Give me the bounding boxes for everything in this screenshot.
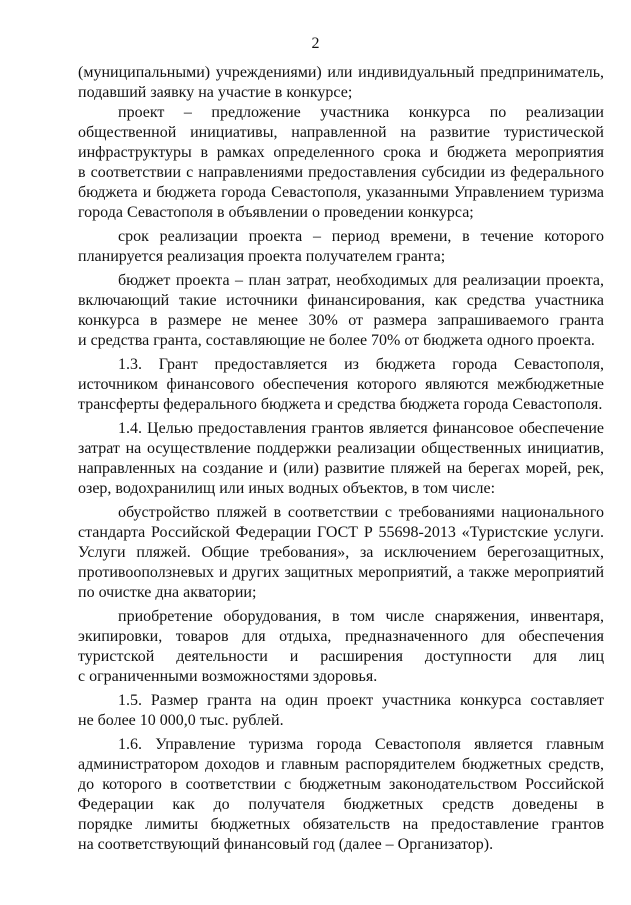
text-line: Услуги пляжей. Общие требования», за исключением берегозащитных, (78, 544, 604, 561)
paragraph (78, 503, 604, 603)
text-line: города Севастополя в объявлении о проведении конкурса; (78, 204, 474, 221)
text-line: в соответствии с направлениями предоставления субсидии из федерального (78, 164, 604, 181)
text-line: подавший заявку на участие в конкурсе; (78, 84, 353, 101)
paragraph (78, 355, 604, 415)
text-line: противооползневых и других защитных мероприятий, а также мероприятий (78, 564, 604, 581)
text-line: конкурса в размере не менее 30% от размера запрашиваемого гранта (78, 312, 604, 329)
paragraph (78, 735, 604, 855)
text-line: общественной инициативы, направленной на развитие туристической (78, 124, 604, 141)
text-line: стандарта Российской Федерации ГОСТ Р 55698-2013 «Туристские услуги. (78, 524, 604, 541)
paragraph (78, 607, 604, 687)
text-line: приобретение оборудования, в том числе снаряжения, инвентаря, (118, 608, 604, 625)
text-line: с ограниченными возможностями здоровья. (78, 668, 378, 685)
text-line: (муниципальными) учреждениями) или индивидуальный предприниматель, (78, 64, 604, 81)
text-line: инфраструктуры в рамках определенного срока и бюджета мероприятия (78, 144, 604, 161)
text-line: до которого в соответствии с бюджетным законодательством Российской (78, 776, 604, 793)
text-line: озер, водохранилищ или иных водных объектов, в том числе: (78, 480, 496, 497)
text-line: источником финансового обеспечения которого являются межбюджетные (78, 376, 604, 393)
text-line: трансферты федерального бюджета и средства бюджета города Севастополя. (78, 396, 603, 413)
text-line: не более 10 000,0 тыс. рублей. (78, 712, 284, 729)
text-line: туристской деятельности и расширения доступности для лиц (78, 648, 604, 665)
paragraph (78, 103, 604, 223)
text-line: порядке лимиты бюджетных обязательств на предоставление грантов (78, 816, 604, 833)
text-line: бюджет проекта – план затрат, необходимых для реализации проекта, (118, 272, 604, 289)
text-line: срок реализации проекта – период времени, в течение которого (118, 228, 604, 245)
text-line: на соответствующий финансовый год (далее – Организатор). (78, 836, 494, 853)
text-line: бюджета и бюджета города Севастополя, указанными Управлением туризма (78, 184, 604, 201)
text-line: затрат на осуществление поддержки реализации общественных инициатив, (78, 440, 604, 457)
text-line: 1.5. Размер гранта на один проект участника конкурса составляет (118, 692, 604, 709)
document-body (78, 63, 604, 855)
text-line: обустройство пляжей в соответствии с требованиями национального (118, 504, 604, 521)
paragraph (78, 63, 604, 103)
text-line: направленных на создание и (или) развитие пляжей на берегах морей, рек, (78, 460, 604, 477)
text-line: и средства гранта, составляющие не более 70% от бюджета одного проекта. (78, 332, 595, 349)
text-line: 1.3. Грант предоставляется из бюджета города Севастополя, (118, 356, 604, 373)
page-number: 2 (311, 35, 320, 52)
text-line: Федерации как до получателя бюджетных средств доведены в (78, 796, 604, 813)
text-line: администратором доходов и главным распорядителем бюджетных средств, (78, 756, 604, 773)
text-line: планируется реализация проекта получателем гранта; (78, 248, 446, 265)
text-line: экипировки, товаров для отдыха, предназначенного для обеспечения (78, 628, 604, 645)
text-line: 1.6. Управление туризма города Севастополя является главным (118, 736, 604, 753)
text-line: по очистке дна акватории; (78, 584, 257, 601)
paragraph (78, 419, 604, 499)
paragraph (78, 691, 604, 731)
text-line: включающий такие источники финансирования, как средства участника (78, 292, 604, 309)
paragraph (78, 271, 604, 351)
text-line: проект – предложение участника конкурса по реализации (118, 104, 604, 121)
paragraph (78, 227, 604, 267)
text-line: 1.4. Целью предоставления грантов является финансовое обеспечение (118, 420, 604, 437)
